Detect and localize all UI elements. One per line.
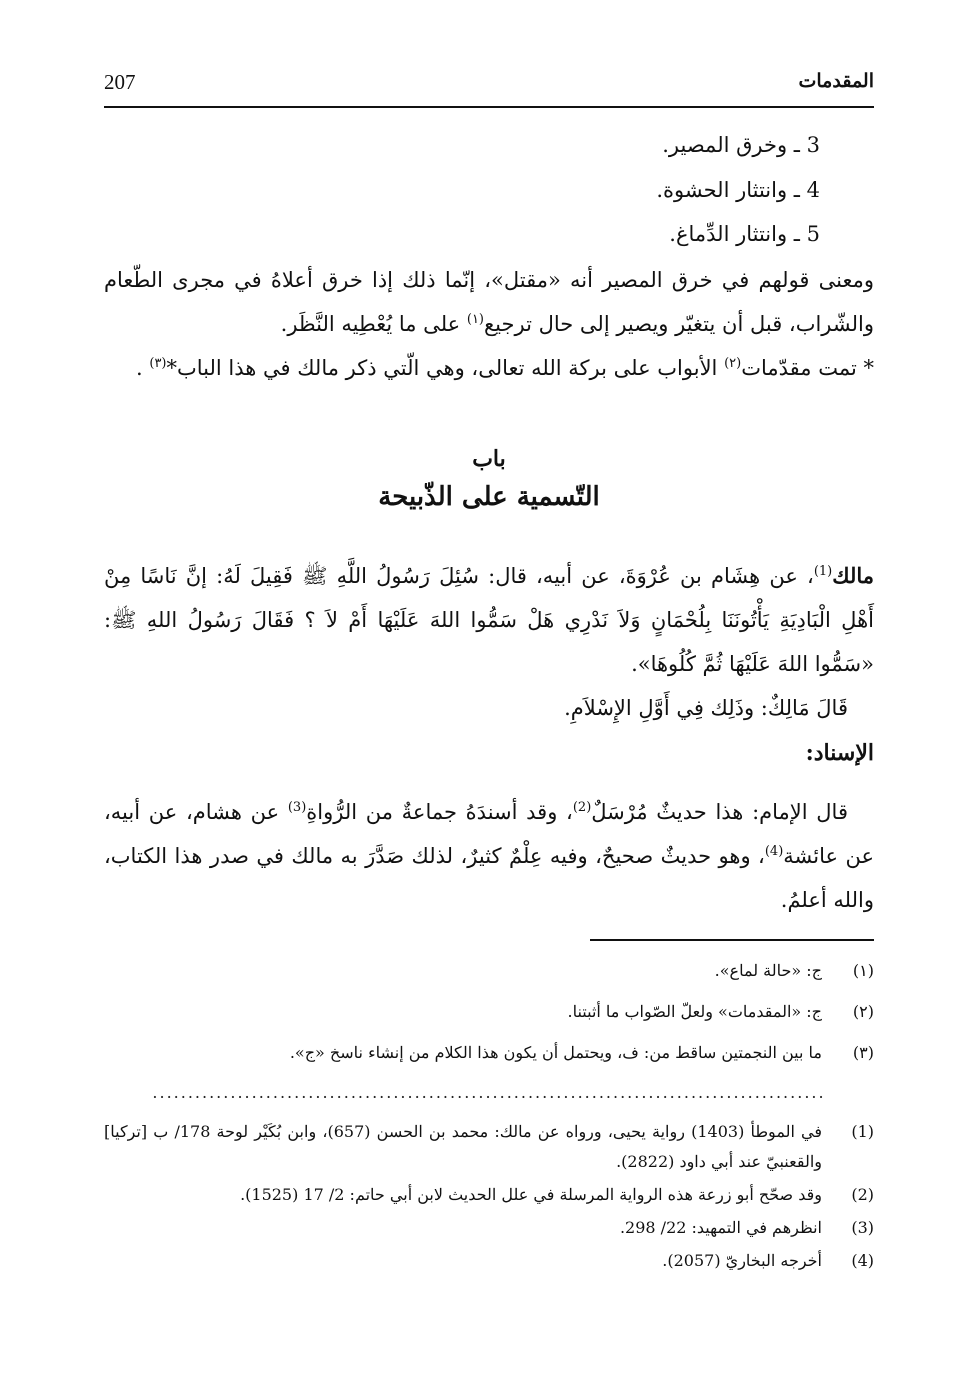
running-title: المقدمات	[798, 70, 874, 92]
footnote-text: أخرجه البخاريّ (2057).	[662, 1251, 822, 1270]
footnote-item	[104, 1213, 874, 1243]
footnote-number: (4)	[851, 1251, 874, 1270]
page-number: 207	[104, 70, 136, 94]
list-item: 5 ـ وانتثار الدِّماغ.	[669, 222, 820, 246]
footnote-rule	[590, 939, 874, 941]
closing-line-start: * تمت مقدّمات	[741, 356, 874, 380]
footnote-text: في الموطأ (1403) رواية يحيى، ورواه عن مالك: محمد بن الحسن (657)، وابن بُكَيْر لوحة 178/ ب [تركيا] والقعنبيّ عند أبي داود (2822).	[104, 1122, 823, 1171]
footnote-number: (1)	[851, 1122, 874, 1141]
footnote-ref: (3)	[287, 800, 307, 815]
footnote-ref: (1)	[813, 564, 833, 579]
closing-line	[104, 346, 874, 390]
footnote-ref: (٢)	[724, 356, 742, 371]
footnote-ref: (٣)	[149, 356, 167, 371]
footnote-item	[104, 1038, 874, 1068]
isnad-text-2: ، وقد أسندَهُ جماعةٌ من الرُّواةِ	[306, 800, 573, 824]
malik-saying: قَالَ مَالِكٌ: وذَلِك فِي أَوَّلِ الإِسْلاَمِ.	[564, 696, 848, 720]
list-item: 4 ـ وانتثار الحشوة.	[656, 178, 820, 202]
footnote-number: (٢)	[852, 1002, 874, 1021]
isnad-text-4: ، وهو حديثٌ صحيحٌ، وفيه عِلْمٌ كثيرٌ، لذلك صَدَّرَ به مالك في صدر هذا الكتاب، والله أعلمُ.	[104, 844, 874, 912]
footnote-item	[104, 1180, 874, 1210]
footnote-number: (١)	[852, 961, 874, 980]
footnote-item	[104, 1246, 874, 1276]
footnote-number: (٣)	[852, 1043, 874, 1062]
isnad-heading: الإسناد:	[805, 740, 874, 766]
footnote-ref: (2)	[572, 800, 592, 815]
chapter-title: التّسمية على الذّبيحة	[378, 482, 600, 512]
footnote-item	[104, 997, 874, 1027]
footnote-number: (2)	[851, 1185, 874, 1204]
hadith-narrator: مالك	[832, 563, 874, 588]
intro-paragraph-end: على ما يُعْطِيه النَّظَر.	[280, 312, 467, 336]
footnote-ref: (4)	[764, 844, 784, 859]
closing-line-mid: الأبواب على بركة الله تعالى، وهي الّتي ذكر مالك في هذا الباب*	[166, 356, 725, 380]
intro-paragraph-text: ومعنى قولهم في خرق المصير أنه «مقتل»، إنّما ذلك إذا خرق أعلاهُ في مجرى الطّعام والشّراب، قبل أن يتغيّر ويصير إلى حال ترجيع	[104, 268, 874, 336]
footnote-item	[104, 1117, 874, 1177]
footnote-text: انظرهم في التمهيد: 22/ 298.	[619, 1218, 822, 1237]
hadith-body: ، عن هِشَام بن عُرْوَةَ، عن أبيه، قال: سُئِلَ رَسُولُ اللَّهِ ﷺ فَقِيلَ لَهُ: إنَّ نَاسًا مِنْ أَهْلِ الْبَادِيَةِ يَأْتُونَنَا بِلُحْمَانٍ وَلاَ نَدْرِي هَلْ سَمُّوا اللهَ عَلَيْهَا أَمْ لاَ ؟ فَقَالَ رَسُولُ اللهِ ﷺ: «سَمُّوا اللهَ عَلَيْهَا ثُمَّ كُلُوهَا».	[104, 564, 874, 676]
list-item: 3 ـ وخرق المصير.	[662, 133, 820, 157]
hadith-text	[104, 554, 874, 686]
footnote-text: وقد صحّح أبو زرعة هذه الرواية المرسلة في علل الحديث لابن أبي حاتم: 2/ 17 (1525).	[240, 1185, 822, 1204]
isnad-text-1: قال الإمام: هذا حديثٌ مُرْسَلٌ	[591, 800, 848, 824]
footnote-ref: (١)	[466, 312, 484, 327]
chapter-label: باب	[472, 446, 506, 472]
isnad-paragraph	[104, 790, 874, 922]
footnote-text: ما بين النجمتين ساقط من: ف، ويحتمل أن يكون هذا الكلام من إنشاء ناسخ «ج».	[289, 1043, 822, 1062]
intro-paragraph	[104, 258, 874, 346]
closing-line-end: .	[136, 356, 150, 380]
footnote-text: ج: «المقدمات» ولعلّ الصّواب ما أثبتنا.	[567, 1002, 822, 1021]
isnad-text-3: عن هشام، عن أبيه، عن عائشة	[104, 800, 874, 868]
footnote-separator: ...............................................................................................	[152, 1083, 826, 1102]
footnote-text: ج: «حالة لماع».	[714, 961, 822, 980]
footnote-item	[104, 956, 874, 986]
header-rule	[104, 106, 874, 108]
footnote-number: (3)	[851, 1218, 874, 1237]
